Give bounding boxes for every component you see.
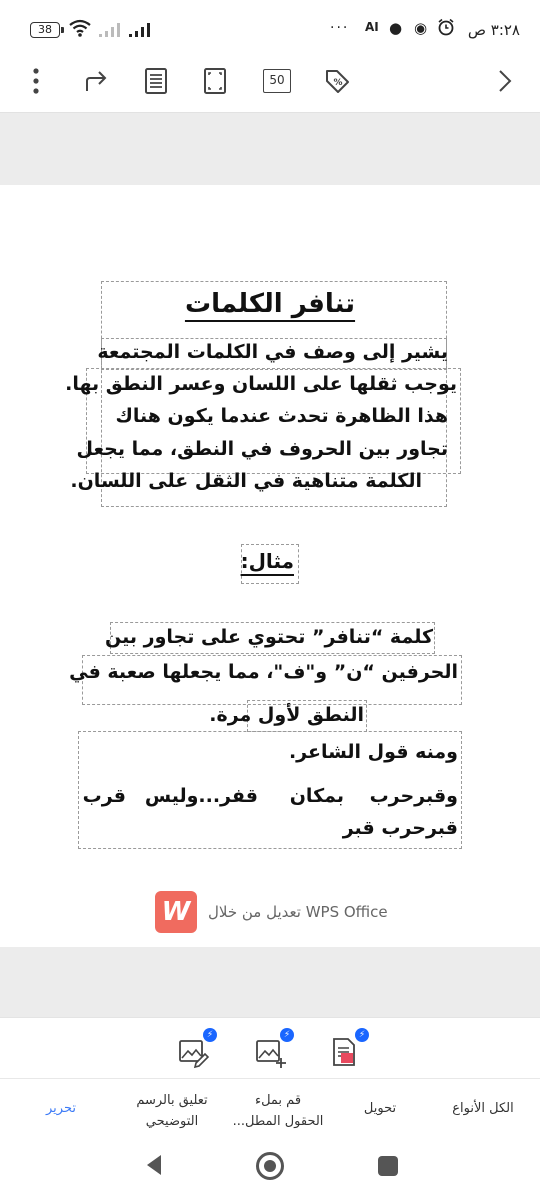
paragraph-line: تجاور بين الحروف في النطق، مما يجعل bbox=[76, 438, 448, 460]
more-options-button[interactable] bbox=[19, 64, 53, 98]
tab-annotate-drawing[interactable] bbox=[122, 1090, 222, 1132]
battery-level: 38 bbox=[38, 23, 52, 36]
example-label: مثال: bbox=[240, 549, 294, 573]
zoom-level-button[interactable] bbox=[260, 64, 294, 98]
paragraph-line: هذا الظاهرة تحدث عندما يكون هناك bbox=[115, 405, 448, 427]
poem-word: قرب bbox=[82, 785, 126, 807]
wps-credit-text: تعديل من خلال WPS Office bbox=[208, 903, 388, 921]
discount-button[interactable] bbox=[320, 64, 354, 98]
tab-label: التوضيحي bbox=[145, 1114, 199, 1129]
tab-all-types[interactable] bbox=[438, 1098, 528, 1119]
tab-label: تعليق بالرسم bbox=[136, 1093, 208, 1108]
annotate-image-tool[interactable] bbox=[175, 1030, 215, 1070]
back-nav-icon[interactable] bbox=[143, 1152, 165, 1178]
poem-intro: ومنه قول الشاعر. bbox=[288, 741, 458, 763]
example-line: الحرفين “ن” و"ف"، مما يجعلها صعبة في bbox=[69, 661, 458, 683]
zoom-value: 50 bbox=[263, 69, 291, 93]
recent-apps-nav-icon[interactable] bbox=[378, 1156, 398, 1176]
status-bar bbox=[0, 0, 540, 48]
panel-divider bbox=[0, 1078, 540, 1079]
ai-icon: AI bbox=[365, 20, 379, 34]
document-toolbar bbox=[0, 52, 540, 110]
wifi-icon bbox=[68, 18, 92, 38]
premium-badge-icon: ⚡ bbox=[203, 1028, 217, 1042]
chevron-right-icon bbox=[497, 68, 513, 94]
premium-badge-icon: ⚡ bbox=[355, 1028, 369, 1042]
alarm-icon bbox=[437, 18, 455, 36]
signal-icon bbox=[128, 20, 154, 38]
share-button[interactable] bbox=[81, 64, 115, 98]
battery-icon bbox=[30, 22, 60, 38]
paragraph-line: الكلمة متناهية في الثقل على اللسان. bbox=[70, 470, 422, 492]
more-notifications-icon: ··· bbox=[330, 20, 350, 36]
tab-label: الحقول المطل... bbox=[232, 1114, 324, 1129]
example-line: النطق لأول مرة. bbox=[209, 704, 364, 726]
add-image-tool[interactable] bbox=[252, 1030, 292, 1070]
premium-badge-icon: ⚡ bbox=[280, 1028, 294, 1042]
fullscreen-button[interactable] bbox=[198, 64, 232, 98]
document-page[interactable] bbox=[0, 185, 540, 947]
system-nav-bar bbox=[0, 1130, 540, 1200]
chat-icon: ● bbox=[389, 19, 403, 37]
poem-last-line: قبرحرب قبر bbox=[342, 817, 458, 839]
paragraph-line: يوجب ثقلها على اللسان وعسر النطق بها. bbox=[65, 373, 457, 395]
tab-edit[interactable] bbox=[26, 1098, 96, 1119]
paragraph-line: يشير إلى وصف في الكلمات المجتمعة bbox=[97, 341, 448, 363]
next-button[interactable] bbox=[488, 64, 522, 98]
tab-label: تحرير bbox=[46, 1101, 76, 1116]
poem-word: قفر...وليس bbox=[144, 785, 258, 807]
poem-word: وقبرحرب bbox=[369, 785, 458, 807]
discount-tag-icon bbox=[323, 67, 351, 95]
svg-text:%: % bbox=[333, 78, 343, 88]
page-gap-bottom bbox=[0, 947, 540, 1017]
document-title: تنافر الكلمات bbox=[184, 289, 356, 319]
tab-label: قم بملء bbox=[254, 1093, 302, 1108]
clock: ٣:٢٨ ص bbox=[467, 21, 520, 39]
tab-fill-forms[interactable] bbox=[222, 1090, 334, 1132]
signal-weak-icon bbox=[98, 20, 124, 38]
example-line: كلمة “تنافر” تحتوي على تجاور بين bbox=[105, 626, 433, 648]
reading-mode-button[interactable] bbox=[139, 64, 173, 98]
share-icon bbox=[84, 68, 112, 94]
vertical-dots-icon bbox=[33, 68, 39, 94]
document-icon bbox=[144, 67, 168, 95]
wps-logo-icon: W bbox=[155, 891, 197, 933]
fullscreen-icon bbox=[203, 67, 227, 95]
tab-label: تحويل bbox=[363, 1101, 397, 1116]
tab-convert[interactable] bbox=[340, 1098, 420, 1119]
tab-label: الكل الأنواع bbox=[452, 1101, 514, 1116]
page-gap-top bbox=[0, 113, 540, 185]
home-nav-icon[interactable] bbox=[256, 1152, 284, 1180]
poem-word: بمكان bbox=[289, 785, 344, 807]
convert-pdf-tool[interactable] bbox=[327, 1030, 367, 1070]
messenger-icon: ◉ bbox=[414, 19, 428, 37]
wps-credit bbox=[150, 891, 410, 935]
